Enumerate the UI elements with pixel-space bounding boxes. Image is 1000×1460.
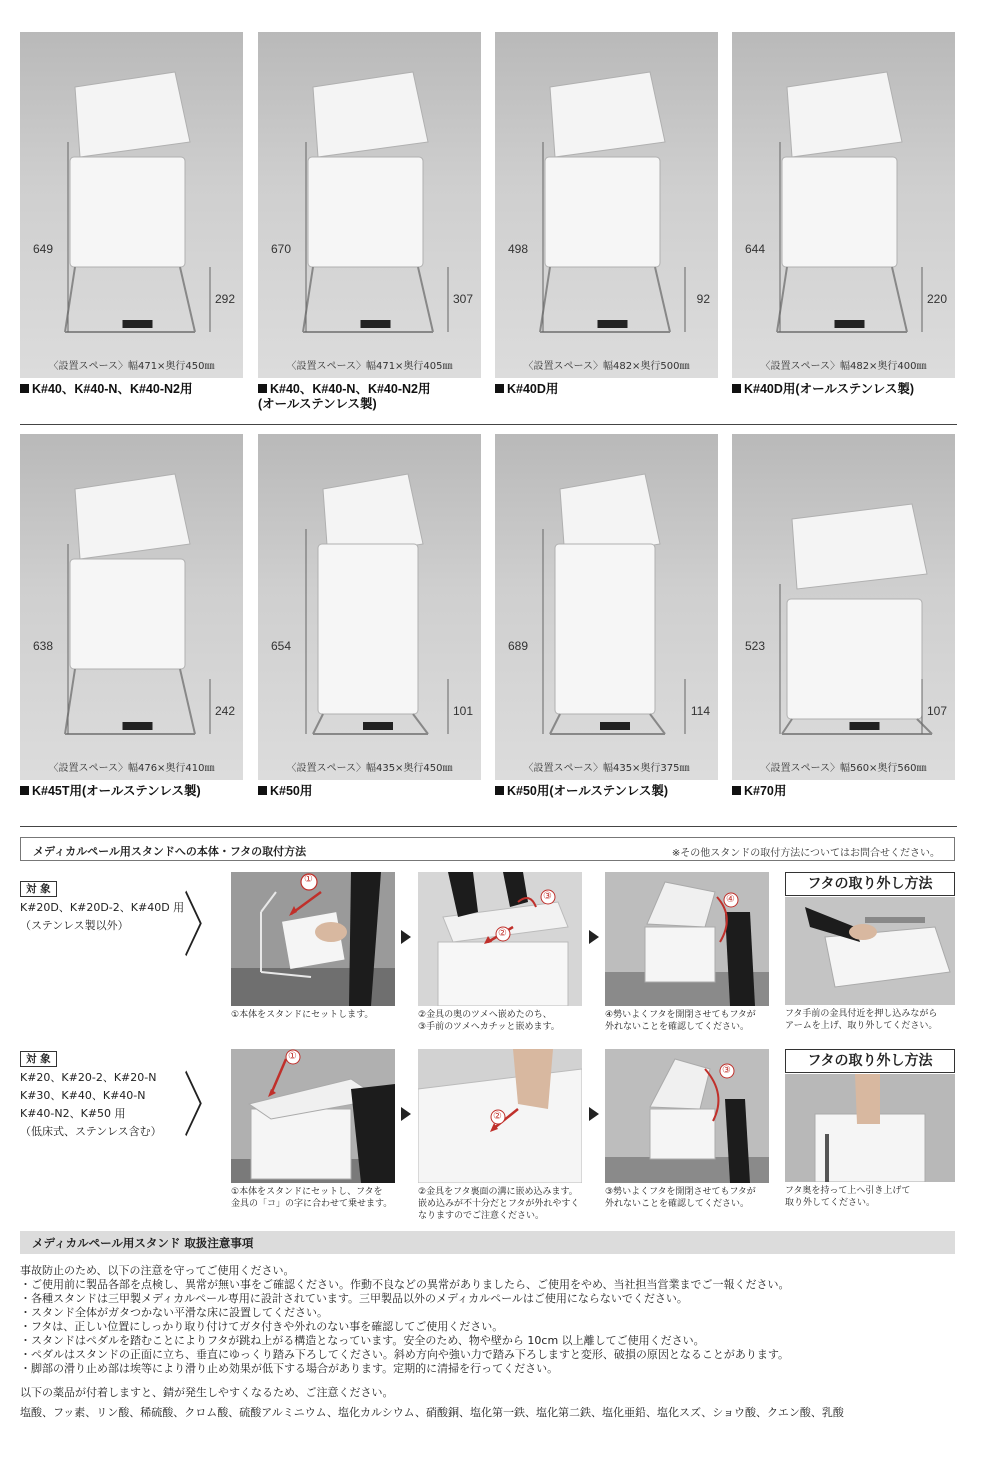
row2-targets xyxy=(20,1050,162,1141)
caption-line: K#45T用(オールステンレス製) xyxy=(20,784,243,799)
installation-space: 〈設置スペース〉幅482×奥行500㎜ xyxy=(523,361,690,372)
step-mark: ③ xyxy=(722,1065,731,1076)
step-text: ②金具をフタ裏面の溝に嵌め込みます。 xyxy=(418,1187,578,1197)
height-dimension: 670 xyxy=(271,242,292,256)
step-text: ①本体をスタンドにセットします。 xyxy=(231,1010,374,1020)
installation-space: 〈設置スペース〉幅435×奥行375㎜ xyxy=(523,763,690,774)
caption-line: K#40D用(オールステンレス製) xyxy=(732,382,955,397)
row2-step-2 xyxy=(418,1049,582,1222)
row2-remove xyxy=(785,1074,955,1209)
product-card xyxy=(258,434,481,799)
caption-line: (オールステンレス製) xyxy=(258,397,377,411)
caption-line: K#40、K#40-N、K#40-N2用 xyxy=(258,382,481,397)
caution-title: メディカルペール用スタンド 取扱注意事項 xyxy=(20,1231,955,1254)
step-text: 外れないことを確認してください。 xyxy=(605,1199,750,1209)
product-caption xyxy=(20,784,243,799)
square-bullet-icon xyxy=(495,786,504,795)
mount-header xyxy=(20,837,955,861)
product-card xyxy=(20,32,243,397)
square-bullet-icon xyxy=(258,786,267,795)
caution-item: ・ご使用前に製品各部を点検し、異常が無い事をご確認ください。作動不良などの異常がありましたら、ご使用をやめ、当社担当営業までご一報ください。 xyxy=(20,1278,790,1291)
product-card xyxy=(732,434,955,799)
divider xyxy=(20,826,957,827)
step-text: ③勢いよくフタを開閉させてもフタが xyxy=(605,1187,756,1197)
height-dimension: 649 xyxy=(33,242,54,256)
row2-step-1 xyxy=(231,1049,395,1210)
target-line: K#20D、K#20D-2、K#40D 用 xyxy=(20,901,185,914)
product-photo xyxy=(20,32,243,378)
product-card xyxy=(258,32,481,412)
step-text: ④勢いよくフタを開閉させてもフタが xyxy=(605,1010,756,1020)
square-bullet-icon xyxy=(20,786,29,795)
product-caption xyxy=(20,382,243,397)
square-bullet-icon xyxy=(20,384,29,393)
target-line: （ステンレス製以外） xyxy=(20,919,129,932)
pedal-height-dimension: 114 xyxy=(690,704,710,718)
product-caption xyxy=(495,784,718,799)
caution-item: ・各種スタンドは三甲製メディカルペール専用に設計されています。三甲製品以外のメディカルペールはご使用にならないでください。 xyxy=(20,1292,688,1305)
step-text: アームを上げ、取り外してください。 xyxy=(785,1021,938,1031)
step-photo xyxy=(231,1049,395,1183)
square-bullet-icon xyxy=(258,384,267,393)
step-photo xyxy=(785,1074,955,1182)
height-dimension: 689 xyxy=(508,639,529,653)
installation-space: 〈設置スペース〉幅482×奥行400㎜ xyxy=(760,361,927,372)
step-mark: ③ xyxy=(543,891,552,902)
caution-item: ・スタンド全体がガタつかない平滑な床に設置してください。 xyxy=(20,1306,328,1319)
step-photo xyxy=(605,1049,769,1183)
product-caption xyxy=(495,382,718,397)
row1-step-1 xyxy=(231,872,395,1021)
chemicals-list: 塩酸、フッ素、リン酸、稀硫酸、クロム酸、硫酸アルミニウム、塩化カルシウム、硝酸銅、塩化第一鉄、塩化第二鉄、塩化亜鉛、塩化スズ、ショウ酸、クエン酸、乳酸 xyxy=(20,1406,844,1419)
step-photo xyxy=(231,872,395,1006)
step-text: ①本体をスタンドにセットし、フタを xyxy=(231,1187,383,1197)
step-mark: ① xyxy=(288,1051,297,1062)
installation-space: 〈設置スペース〉幅471×奥行405㎜ xyxy=(286,361,453,372)
row1-step-2 xyxy=(418,872,582,1033)
chevron-right-icon: 〉 xyxy=(183,1065,223,1147)
product-card xyxy=(495,434,718,799)
height-dimension: 523 xyxy=(745,639,766,653)
height-dimension: 654 xyxy=(271,639,292,653)
product-photo xyxy=(20,434,243,780)
target-line: K#40-N2、K#50 用 xyxy=(20,1107,126,1120)
height-dimension: 644 xyxy=(745,242,766,256)
step-text: なりますのでご注意ください。 xyxy=(418,1211,545,1221)
caution-item: ・脚部の滑り止め部は埃等により滑り止め効果が低下する場合があります。定期的に清掃を行ってください。 xyxy=(20,1362,559,1375)
row1-remove xyxy=(785,897,955,1032)
arrow-right-icon xyxy=(401,930,411,944)
target-tag: 対 象 xyxy=(20,881,57,897)
square-bullet-icon xyxy=(732,786,741,795)
product-photo xyxy=(258,434,481,780)
product-photo xyxy=(495,434,718,780)
mount-note: ※その他スタンドの取付方法についてはお問合せください。 xyxy=(671,848,940,859)
step-photo xyxy=(418,1049,582,1183)
step-text: フタ奥を持って上へ引き上げて xyxy=(785,1186,911,1196)
product-caption xyxy=(258,784,481,799)
remove-title: フタの取り外し方法 xyxy=(785,872,955,896)
target-line: K#20、K#20-2、K#20-N xyxy=(20,1071,157,1084)
step-text: ③手前のツメへカチッと嵌めます。 xyxy=(418,1022,560,1032)
step-mark: ④ xyxy=(726,894,735,905)
installation-space: 〈設置スペース〉幅476×奥行410㎜ xyxy=(48,763,215,774)
row1-targets xyxy=(20,880,184,935)
row1-step-3 xyxy=(605,872,769,1033)
square-bullet-icon xyxy=(732,384,741,393)
step-text: 外れないことを確認してください。 xyxy=(605,1022,750,1032)
installation-space: 〈設置スペース〉幅435×奥行450㎜ xyxy=(286,763,453,774)
product-caption xyxy=(258,382,481,412)
product-card xyxy=(495,32,718,397)
arrow-right-icon xyxy=(589,930,599,944)
caption-line: K#50用(オールステンレス製) xyxy=(495,784,718,799)
installation-space: 〈設置スペース〉幅560×奥行560㎜ xyxy=(760,763,927,774)
row2-step-3 xyxy=(605,1049,769,1210)
step-text: ②金具の奥のツメへ嵌めたのち、 xyxy=(418,1010,552,1020)
step-text: フタ手前の金具付近を押し込みながら xyxy=(785,1009,938,1019)
caution-item: ・ペダルはスタンドの正面に立ち、垂直にゆっくり踏み下ろしてください。斜め方向や強い力で踏み下ろしますと変形、破損の原因となることがあります。 xyxy=(20,1348,790,1361)
mount-title: メディカルペール用スタンドへの本体・フタの取付方法 xyxy=(33,845,307,858)
target-line: （低床式、ステンレス含む） xyxy=(20,1125,162,1138)
product-photo xyxy=(732,434,955,780)
step-mark: ① xyxy=(304,874,313,885)
pedal-height-dimension: 220 xyxy=(926,292,947,306)
step-text: 取り外してください。 xyxy=(785,1198,876,1208)
target-line: K#30、K#40、K#40-N xyxy=(20,1089,146,1102)
product-card xyxy=(732,32,955,397)
pedal-height-dimension: 92 xyxy=(696,292,710,306)
caution-item: ・スタンドはペダルを踏むことによりフタが跳ね上がる構造となっています。安全のため、物や壁から 10cm 以上離してご使用ください。 xyxy=(20,1334,705,1347)
square-bullet-icon xyxy=(495,384,504,393)
chemicals-intro: 以下の薬品が付着しますと、錆が発生しやすくなるため、ご注意ください。 xyxy=(20,1386,394,1399)
caution-intro: 事故防止のため、以下の注意を守ってご使用ください。 xyxy=(20,1264,295,1277)
product-caption xyxy=(732,784,955,799)
chevron-right-icon: 〉 xyxy=(183,885,223,967)
pedal-height-dimension: 307 xyxy=(452,292,473,306)
pedal-height-dimension: 107 xyxy=(926,704,947,718)
arrow-right-icon xyxy=(589,1107,599,1121)
step-photo xyxy=(785,897,955,1005)
target-tag: 対 象 xyxy=(20,1051,57,1067)
caption-line: K#50用 xyxy=(258,784,481,799)
height-dimension: 498 xyxy=(508,242,529,256)
step-photo xyxy=(605,872,769,1006)
caption-line: K#70用 xyxy=(732,784,955,799)
remove-title: フタの取り外し方法 xyxy=(785,1049,955,1073)
step-text: 嵌め込みが不十分だとフタが外れやすく xyxy=(418,1199,580,1209)
caution-item: ・フタは、正しい位置にしっかり取り付けてガタ付きや外れのない事を確認してご使用ください。 xyxy=(20,1320,504,1333)
caption-line: K#40D用 xyxy=(495,382,718,397)
divider xyxy=(20,424,957,425)
step-text: 金具の「コ」の字に合わせて乗せます。 xyxy=(231,1199,393,1209)
product-photo xyxy=(732,32,955,378)
pedal-height-dimension: 292 xyxy=(214,292,235,306)
step-photo xyxy=(418,872,582,1006)
height-dimension: 638 xyxy=(33,639,54,653)
step-mark: ② xyxy=(498,928,507,939)
step-mark: ② xyxy=(493,1111,502,1122)
arrow-right-icon xyxy=(401,1107,411,1121)
pedal-height-dimension: 101 xyxy=(452,704,473,718)
pedal-height-dimension: 242 xyxy=(214,704,235,718)
caution-body xyxy=(20,1264,980,1420)
product-photo xyxy=(258,32,481,378)
caption-line: K#40、K#40-N、K#40-N2用 xyxy=(20,382,243,397)
product-card xyxy=(20,434,243,799)
product-caption xyxy=(732,382,955,397)
product-photo xyxy=(495,32,718,378)
installation-space: 〈設置スペース〉幅471×奥行450㎜ xyxy=(48,361,215,372)
